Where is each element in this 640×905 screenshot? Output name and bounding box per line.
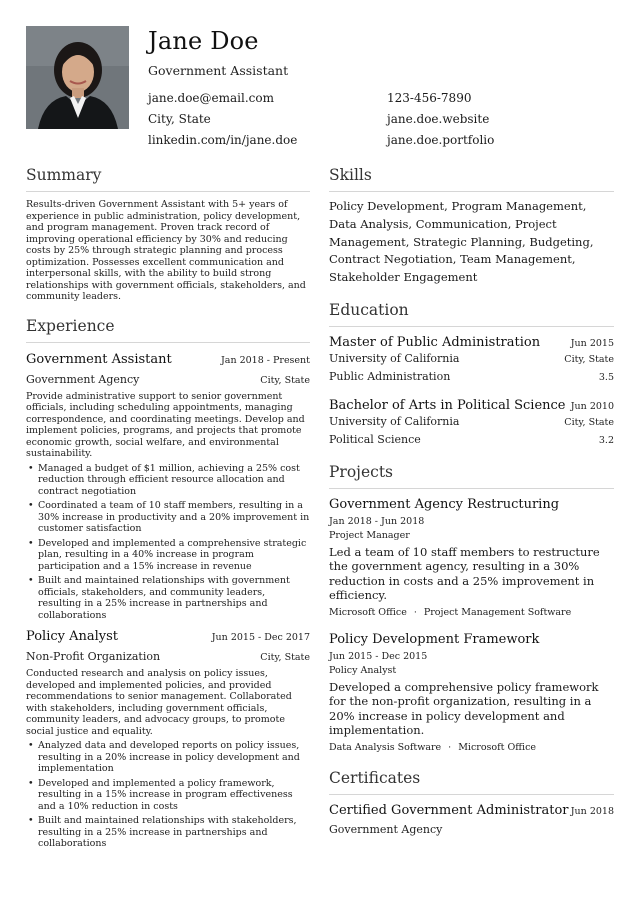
summary-section <box>26 166 310 303</box>
project-date: Jun 2015 - Dec 2015 <box>329 650 428 662</box>
job-entry <box>26 352 310 622</box>
certificate-date: Jun 2018 <box>570 805 614 817</box>
gpa-value: 3.2 <box>598 434 614 446</box>
education-entry <box>329 335 614 386</box>
location-text: City, State <box>148 112 211 126</box>
candidate-name: Jane Doe <box>148 27 259 55</box>
job-title: Government Assistant <box>26 351 172 367</box>
education-entry <box>329 398 614 449</box>
project-date: Jan 2018 - Jun 2018 <box>329 515 425 527</box>
list-item: • Developed and implemented a comprehensive strategic plan, resulting in a 40% increase in program participation and a 15% increase in revenue <box>26 538 310 573</box>
job-entry <box>26 629 310 850</box>
skills-section <box>329 166 614 287</box>
education-header <box>329 398 614 413</box>
list-item: • Built and maintained relationships with government officials, stakeholders, and community leaders, resulting in a 25% increase in partnerships and collaborations <box>26 575 310 621</box>
list-item: • Analyzed data and developed reports on policy issues, resulting in a 20% increase in policy development and implementation <box>26 740 310 775</box>
job-bullets <box>26 740 310 850</box>
project-tool: Microsoft Office <box>458 741 537 753</box>
education-school-row <box>329 413 614 431</box>
skills-list: Policy Development, Program Management, Data Analysis, Communication, Project Management, Strategic Planning, Budgeting, Contract Negotiation, Team Management, Stakeholder Engagement <box>329 199 594 285</box>
profile-photo-image <box>26 26 129 129</box>
separator-dot: · <box>413 606 417 618</box>
field-of-study: Public Administration <box>329 369 451 383</box>
summary-heading: Summary <box>26 166 310 192</box>
degree-title: Master of Public Administration <box>329 334 541 350</box>
gpa-value: 3.5 <box>598 371 614 383</box>
job-org-row <box>26 373 310 386</box>
project-tool: Microsoft Office <box>329 606 407 618</box>
certificate-title: Certified Government Administrator <box>329 802 569 818</box>
project-description: Led a team of 10 staff members to restructure the government agency, resulting in a 30% reduction in costs and a 25% improvement in efficiency. <box>329 544 600 603</box>
job-date: Jun 2015 - Dec 2017 <box>211 632 310 643</box>
job-location: City, State <box>260 374 310 386</box>
job-bullets <box>26 463 310 622</box>
summary-text: Results-driven Government Assistant with 5+ years of experience in public administration, policy development, and program management. Proven track record of improving operational efficiency by 30% and reducing costs by 25% through strategic planning and process optimization. Possesses excellent communication and interpersonal skills, with the ability to build strong relationships with government officials, stakeholders, and community leaders. <box>26 199 306 302</box>
certificate-org: Government Agency <box>329 822 443 836</box>
project-entry <box>329 632 614 753</box>
job-location: City, State <box>260 652 310 663</box>
portfolio-link[interactable]: jane.doe.portfolio <box>387 133 495 147</box>
education-header <box>329 335 614 350</box>
job-date: Jan 2018 - Present <box>220 354 310 366</box>
project-role: Policy Analyst <box>329 664 397 676</box>
contact-left <box>148 88 297 151</box>
left-column <box>26 166 310 858</box>
project-title: Government Agency Restructuring <box>329 496 560 512</box>
project-tools <box>329 742 614 753</box>
candidate-role: Government Assistant <box>148 63 289 78</box>
degree-date: Jun 2010 <box>570 400 614 412</box>
project-description: Developed a comprehensive policy framework for the non-profit organization, resulting in a 20% increase in policy development and implementation. <box>329 679 599 738</box>
certificate-header <box>329 803 614 818</box>
certificate-entry <box>329 803 614 836</box>
list-item: • Developed and implemented a policy framework, resulting in a 15% increase in program effectiveness and a 10% reduction in costs <box>26 778 310 813</box>
job-header <box>26 352 310 367</box>
email-link[interactable]: jane.doe@email.com <box>148 91 274 105</box>
school-location: City, State <box>564 416 614 428</box>
education-field-row <box>329 368 614 386</box>
job-org: Government Agency <box>26 372 140 386</box>
field-of-study: Political Science <box>329 432 421 446</box>
certificates-heading: Certificates <box>329 769 614 795</box>
job-org: Non-Profit Organization <box>26 650 161 663</box>
project-tools <box>329 607 614 618</box>
school-location: City, State <box>564 353 614 365</box>
projects-section <box>329 463 614 753</box>
project-tool: Project Management Software <box>423 606 572 618</box>
education-school-row <box>329 350 614 368</box>
degree-date: Jun 2015 <box>570 337 614 349</box>
linkedin-link[interactable]: linkedin.com/in/jane.doe <box>148 133 298 147</box>
job-org-row <box>26 650 310 663</box>
project-entry <box>329 497 614 618</box>
contact-right <box>387 88 494 151</box>
project-title: Policy Development Framework <box>329 631 540 647</box>
right-column <box>329 166 614 836</box>
list-item: • Coordinated a team of 10 staff members, resulting in a 30% increase in productivity and a 20% improvement in customer satisfaction <box>26 500 310 535</box>
profile-photo <box>26 26 129 129</box>
experience-section <box>26 317 310 850</box>
project-tool: Data Analysis Software <box>329 741 442 753</box>
phone-link[interactable]: 123-456-7890 <box>387 91 472 105</box>
school-name: University of California <box>329 351 460 365</box>
experience-heading: Experience <box>26 317 310 343</box>
job-description: Provide administrative support to senior government officials, including scheduling appointments, managing correspondence, and coordinating meetings. Develop and implement policies, programs, and projects that promote economic growth, social welfare, and environmental sustainability. <box>26 390 305 459</box>
job-title: Policy Analyst <box>26 629 119 644</box>
school-name: University of California <box>329 414 460 428</box>
education-field-row <box>329 431 614 449</box>
degree-title: Bachelor of Arts in Political Science <box>329 397 566 413</box>
job-header <box>26 629 310 644</box>
certificates-section <box>329 769 614 836</box>
list-item: • Built and maintained relationships with stakeholders, resulting in a 25% increase in partnerships and collaborations <box>26 815 310 850</box>
education-heading: Education <box>329 301 614 327</box>
list-item: • Managed a budget of $1 million, achieving a 25% cost reduction through efficient resource allocation and contract negotiation <box>26 463 310 498</box>
projects-heading: Projects <box>329 463 614 489</box>
separator-dot: · <box>448 741 452 753</box>
project-role: Project Manager <box>329 529 410 541</box>
education-section <box>329 301 614 449</box>
job-description: Conducted research and analysis on policy issues, developed and implemented policies, and provided recommendations to senior management. Collaborated with stakeholders, including government officials, community leaders, and advocacy groups, to promote social justice and equality. <box>26 668 292 737</box>
skills-heading: Skills <box>329 166 614 192</box>
website-link[interactable]: jane.doe.website <box>387 112 490 126</box>
